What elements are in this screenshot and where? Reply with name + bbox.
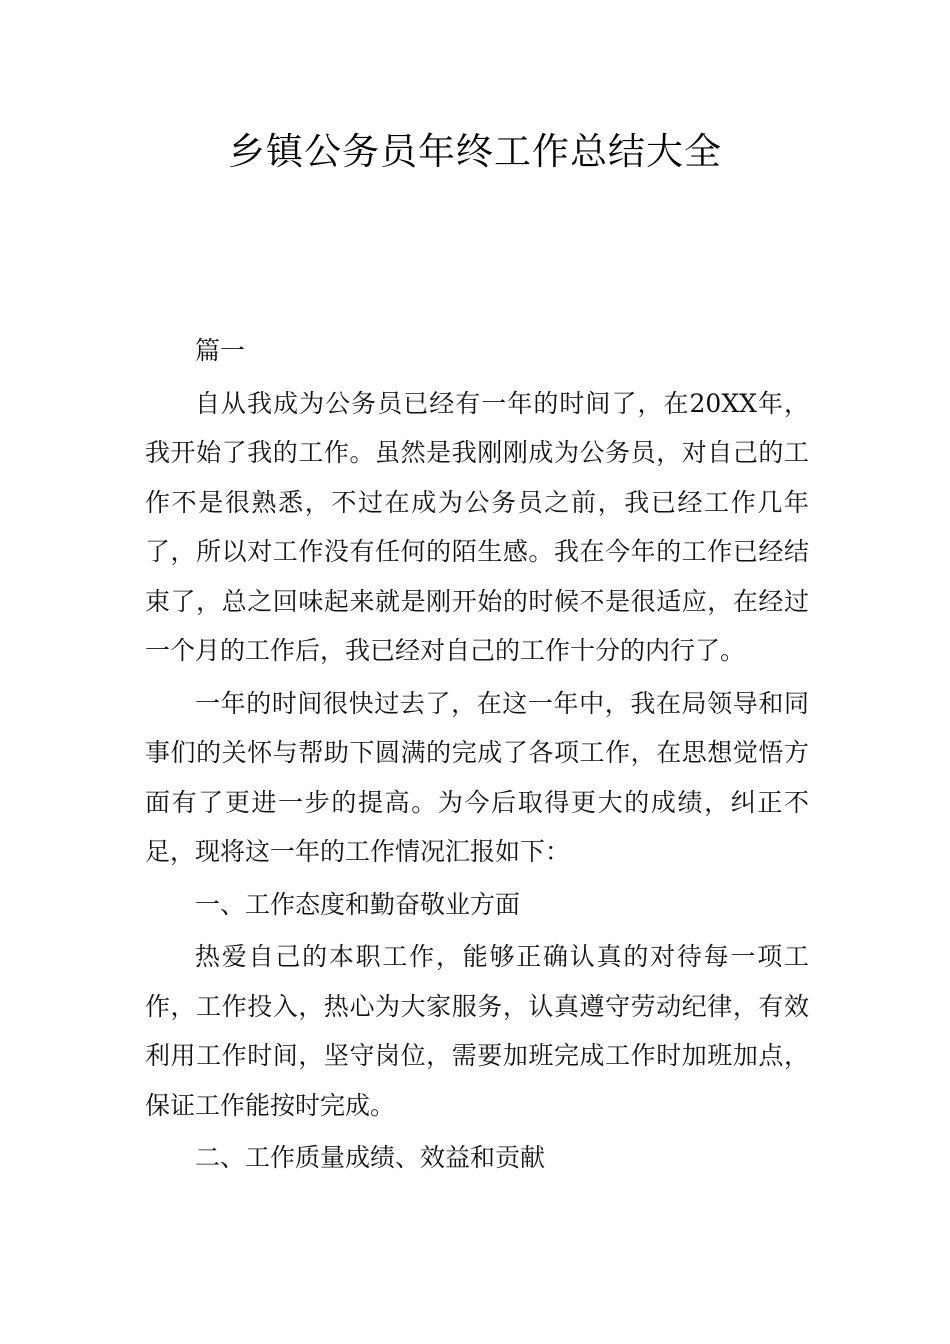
body-paragraph: 一年的时间很快过去了，在这一年中，我在局领导和同事们的关怀与帮助下圆满的完成了各项工作，在思想觉悟方面有了更进一步的提高。为今后取得更大的成绩，纠正不足，现将这一年的工作情况汇报如下： (145, 688, 809, 866)
section-label: 篇一 (195, 336, 246, 365)
document-body (145, 326, 809, 1183)
body-paragraph: 热爱自己的本职工作，能够正确认真的对待每一项工作，工作投入，热心为大家服务，认真遵守劳动纪律，有效利用工作时间，坚守岗位，需要加班完成工作时加班加点，保证工作能按时完成。 (145, 942, 809, 1120)
document-title: 乡镇公务员年终工作总结大全 (228, 130, 722, 173)
section-heading: 一、工作态度和勤奋敬业方面 (195, 889, 521, 919)
section-heading: 二、工作质量成绩、效益和贡献 (195, 1143, 546, 1172)
body-paragraph: 自从我成为公务员已经有一年的时间了，在20XX年，我开始了我的工作。虽然是我刚刚成为公务员，对自己的工作不是很熟悉，不过在成为公务员之前，我已经工作几年了，所以对工作没有任何的陌生感。我在今年的工作已经结束了，总之回味起来就是刚开始的时候不是很适应，在经过一个月的工作后，我已经对自己的工作十分的内行了。 (145, 388, 809, 665)
